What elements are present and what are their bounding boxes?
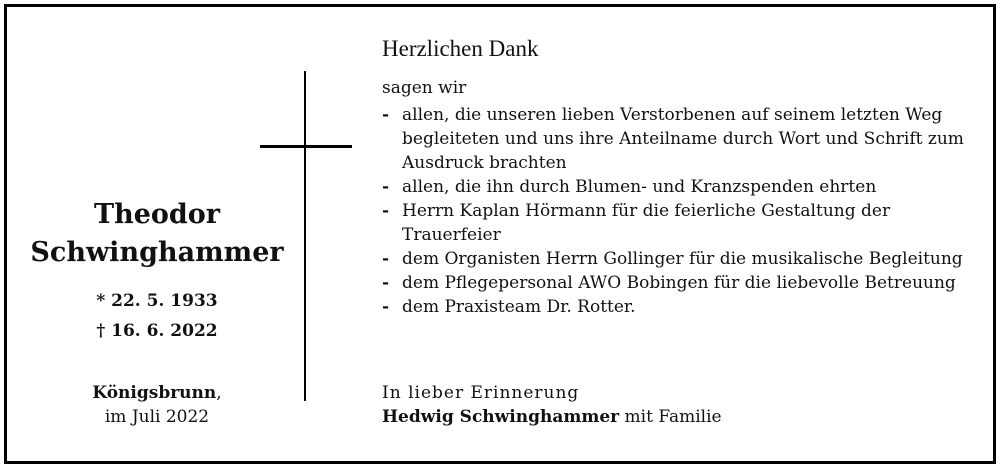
town-comma: ,: [216, 383, 222, 403]
thanks-heading: Herzlichen Dank: [382, 36, 539, 61]
list-item-text: Herrn Kaplan Hörmann für die feierliche Gestaltung der Trauerfeier: [402, 201, 891, 245]
cross-icon: [304, 71, 306, 401]
deceased-panel: [7, 7, 307, 461]
list-item: [382, 175, 982, 199]
birth-date: * 22. 5. 1933: [96, 291, 218, 311]
list-item-text: dem Praxisteam Dr. Rotter.: [402, 297, 636, 317]
dash-bullet: -: [382, 177, 390, 197]
list-item: [382, 103, 982, 175]
thanks-panel: [382, 7, 982, 461]
place-town: [7, 381, 307, 405]
dash-bullet: -: [382, 201, 390, 221]
dash-bullet: -: [382, 297, 390, 317]
thanks-list: [382, 103, 982, 319]
list-item-text: allen, die unseren lieben Verstorbenen auf seinem letzten Weg begleiteten und uns ihre Anteilname durch Wort und Schrift zum Ausdruck brachten: [402, 105, 964, 173]
deceased-last-name: Schwinghammer: [30, 237, 284, 268]
list-item-text: allen, die ihn durch Blumen- und Kranzspenden ehrten: [402, 177, 877, 197]
death-date: † 16. 6. 2022: [96, 321, 218, 341]
obituary-card: [4, 4, 996, 464]
thanks-intro: sagen wir: [382, 78, 467, 98]
closing-line: In lieber Erinnerung: [382, 383, 580, 403]
signer-family: mit Familie: [619, 407, 722, 427]
dash-bullet: -: [382, 273, 390, 293]
dash-bullet: -: [382, 105, 390, 125]
cross-icon-bar: [260, 145, 352, 148]
list-item: [382, 247, 982, 271]
list-item-text: dem Pflegepersonal AWO Bobingen für die liebevolle Betreuung: [402, 273, 956, 293]
list-item: [382, 271, 982, 295]
list-item: [382, 295, 982, 319]
place-date: im Juli 2022: [104, 407, 210, 427]
signer-name: Hedwig Schwinghammer: [382, 407, 620, 427]
deceased-first-name: Theodor: [93, 199, 221, 230]
dash-bullet: -: [382, 249, 390, 269]
town-name: Königsbrunn: [92, 383, 217, 403]
signature: [382, 405, 722, 429]
list-item: [382, 199, 982, 247]
list-item-text: dem Organisten Herrn Gollinger für die musikalische Begleitung: [402, 249, 963, 269]
